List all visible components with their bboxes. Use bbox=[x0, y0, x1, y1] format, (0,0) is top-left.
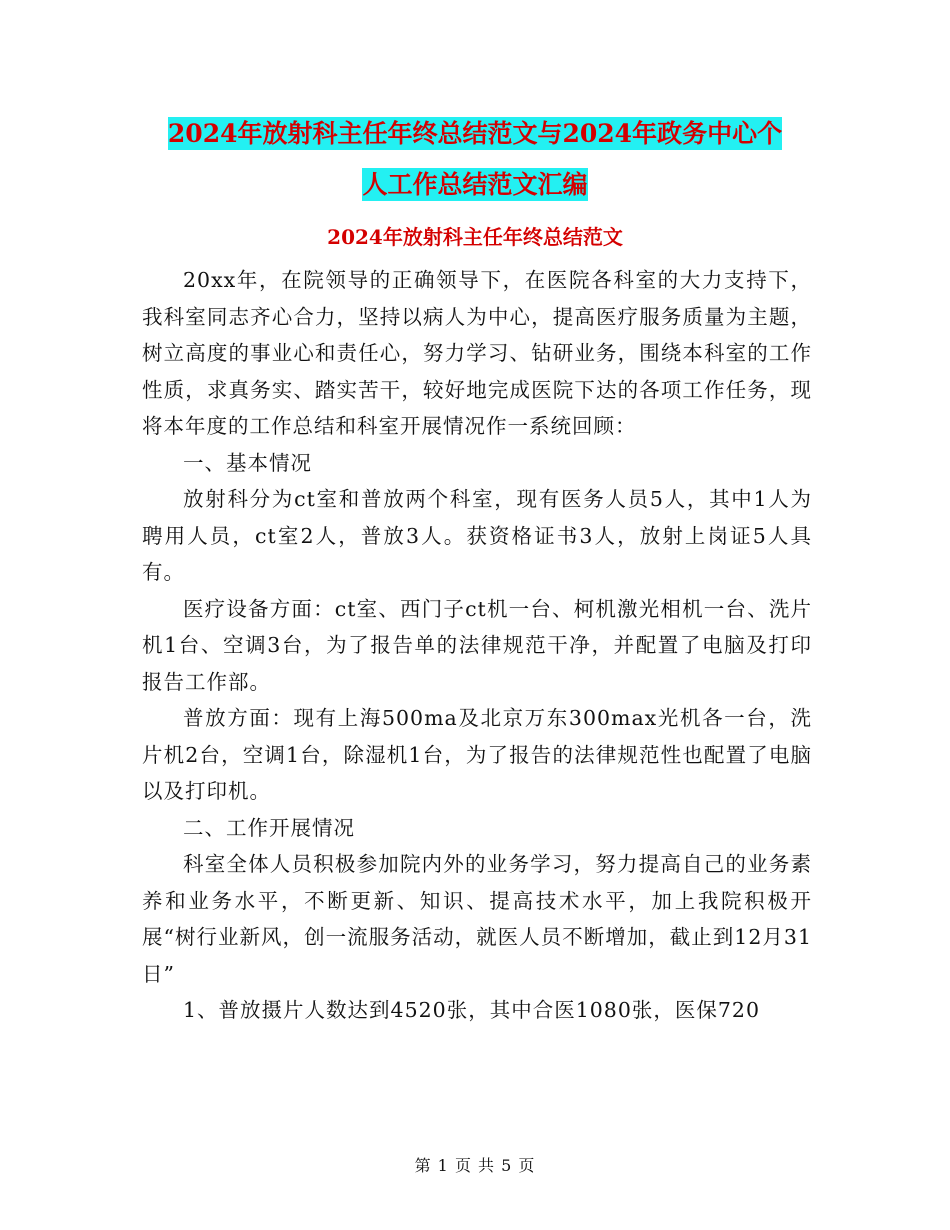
section-title: 2024年放射科主任年终总结范文 bbox=[327, 225, 623, 249]
heading-basic-info: 一、基本情况 bbox=[183, 450, 312, 475]
title-line-2: 人工作总结范文汇编 bbox=[362, 170, 588, 199]
paragraph-equipment-ct: 医疗设备方面：ct室、西门子ct机一台、柯机激光相机一台、洗片机1台、空调3台，为了报告单的法律规范干净，并配置了电脑及打印报告工作部。 bbox=[142, 596, 812, 694]
document-title bbox=[140, 108, 810, 210]
paragraph-stats: 1、普放摄片人数达到4520张，其中合医1080张，医保720 bbox=[183, 998, 761, 1022]
heading-work-progress: 二、工作开展情况 bbox=[183, 815, 355, 840]
document-body bbox=[142, 262, 812, 1029]
paragraph-study: 科室全体人员积极参加院内外的业务学习，努力提高自己的业务素养和业务水平，不断更新、知识、提高技术水平，加上我院积极开展“树行业新风，创一流服务活动，就医人员不断增加，截止到12月31日” bbox=[142, 852, 812, 986]
paragraph-staff: 放射科分为ct室和普放两个科室，现有医务人员5人，其中1人为聘用人员，ct室2人，普放3人。获资格证书3人，放射上岗证5人具有。 bbox=[142, 487, 812, 584]
title-line-1: 2024年放射科主任年终总结范文与2024年政务中心个 bbox=[167, 119, 783, 148]
paragraph-equipment-xray: 普放方面：现有上海500ma及北京万东300max光机各一台，洗片机2台，空调1台，除湿机1台，为了报告的法律规范性也配置了电脑以及打印机。 bbox=[142, 706, 812, 803]
page-footer: 第 1 页 共 5 页 bbox=[414, 1156, 536, 1175]
paragraph-intro: 20xx年，在院领导的正确领导下，在医院各科室的大力支持下，我科室同志齐心合力，坚持以病人为中心，提高医疗服务质量为主题，树立高度的事业心和责任心，努力学习、钻研业务，围绕本科室的工作性质，求真务实、踏实苦干，较好地完成医院下达的各项工作任务，现将本年度的工作总结和科室开展情况作一系统回顾： bbox=[142, 268, 812, 438]
